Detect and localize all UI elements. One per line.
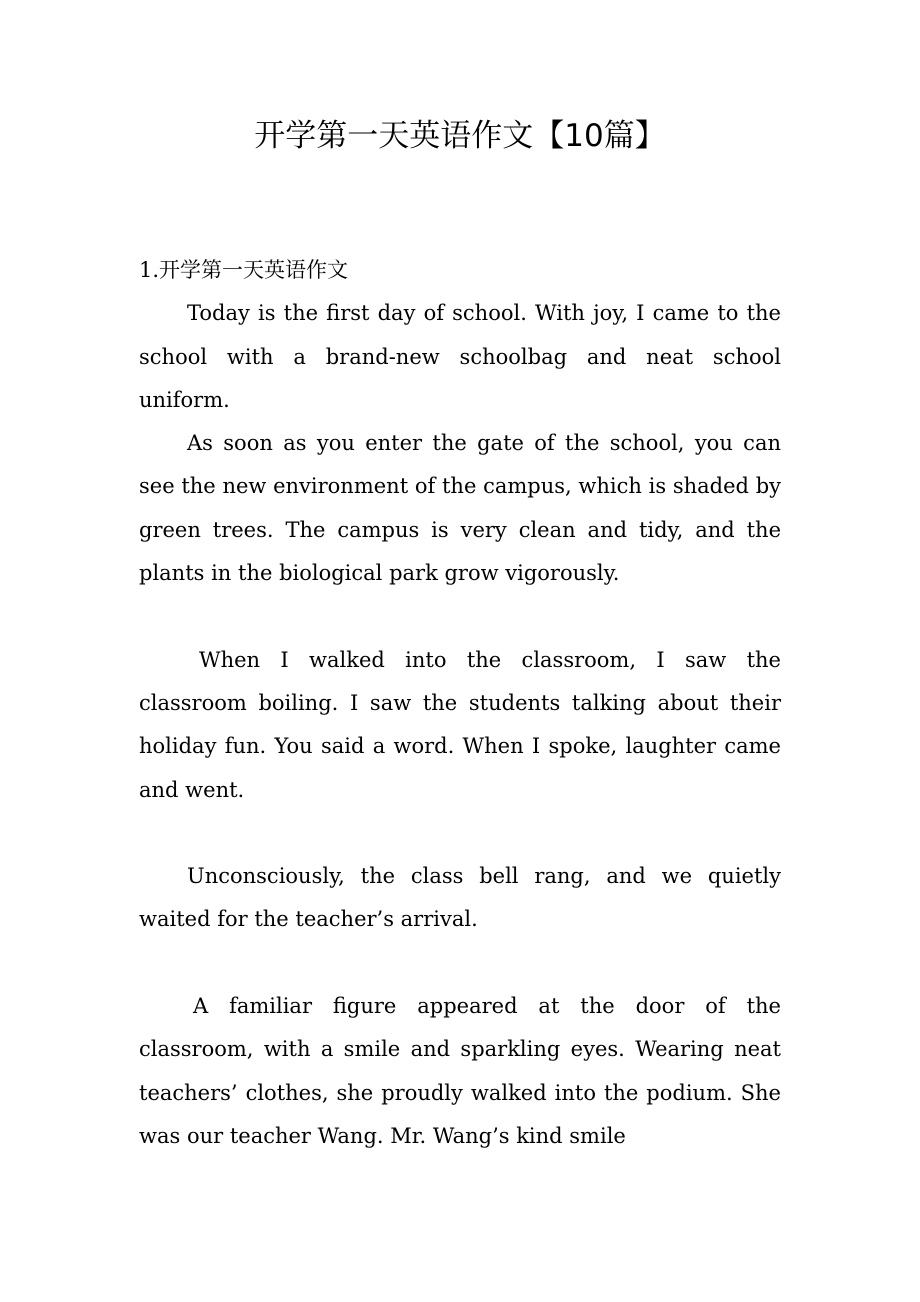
paragraph-4: Unconsciously, the class bell rang, and we quietly waited for the teacher’s arrival. xyxy=(139,864,781,932)
paragraph-3: When I walked into the classroom, I saw the classroom boiling. I saw the students talking about their holiday fun. You said a word. When I spoke, laughter came and went. xyxy=(139,647,781,802)
section-heading: 1.开学第一天英语作文 xyxy=(139,258,349,282)
document-title: 开学第一天英语作文【10篇】 xyxy=(254,118,666,154)
paragraph-2: As soon as you enter the gate of the school, you can see the new environment of the campus, which is shaded by green trees. The campus is very clean and tidy, and the plants in the biological park grow vigorously. xyxy=(139,431,781,586)
paragraph-1: Today is the first day of school. With joy, I came to the school with a brand-new schoolbag and neat school uniform. xyxy=(139,301,781,412)
document-body xyxy=(139,249,781,1158)
paragraph-5: A familiar figure appeared at the door of the classroom, with a smile and sparkling eyes. Wearing neat teachers’ clothes, she proudly walked into the podium. She was our teacher Wang. Mr. Wang’s kind smile xyxy=(139,994,781,1148)
